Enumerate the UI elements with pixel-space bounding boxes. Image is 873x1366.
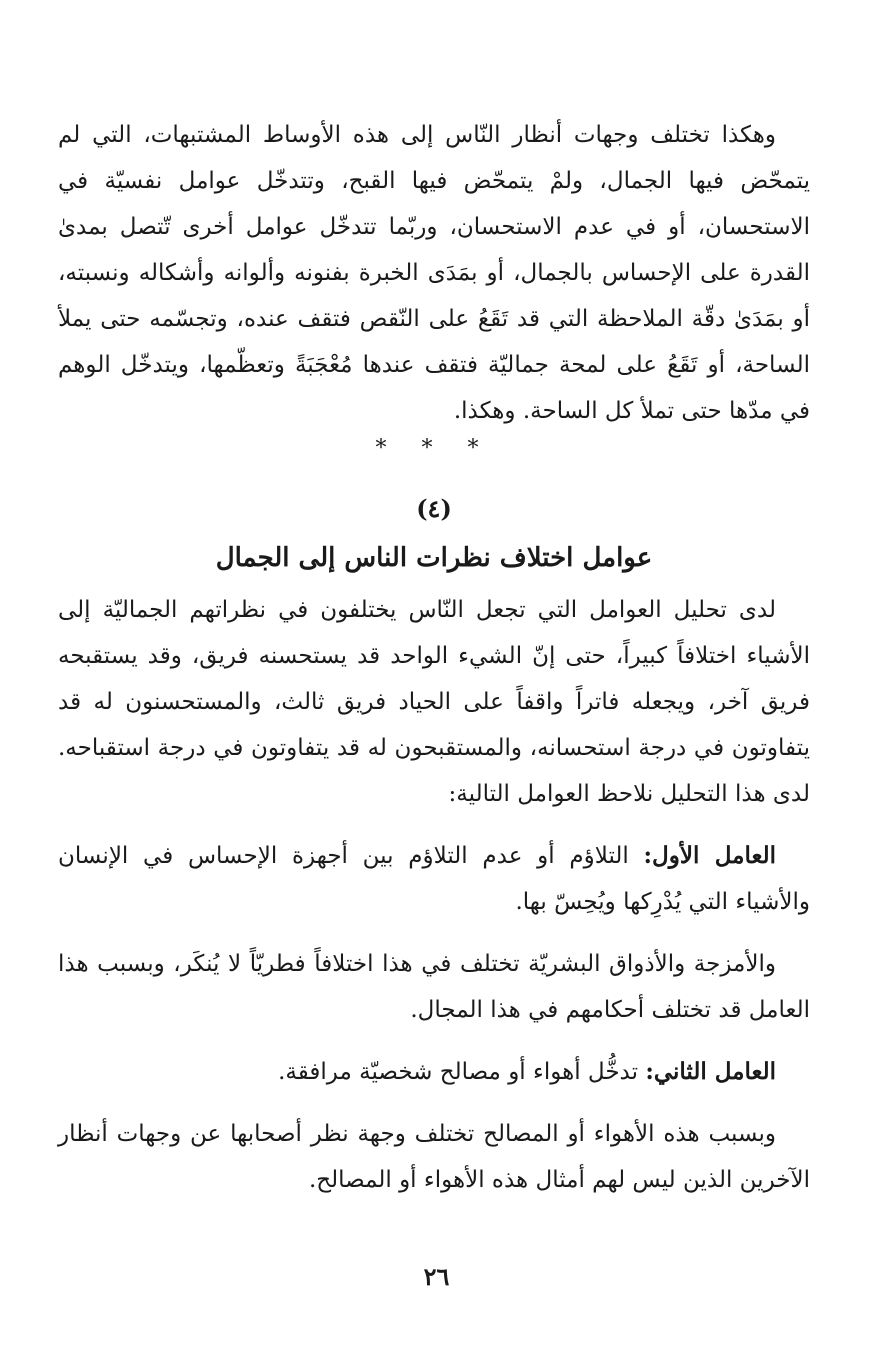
spacer (58, 817, 810, 833)
paragraph-factor-2 (58, 1049, 810, 1095)
paragraph-factor-1-explanation: والأمزجة والأذواق البشريّة تختلف في هذا اختلافاً فطريّاً لا يُنكَر، وبسبب هذا العامل قد تختلف أحكامهم في هذا المجال. (58, 951, 810, 1023)
spacer (58, 1095, 810, 1111)
paragraph-factor-1 (58, 833, 810, 925)
page-number: ٢٦ (423, 1262, 450, 1291)
section-title: عوامل اختلاف نظرات الناس إلى الجمال (215, 543, 653, 573)
paragraph-opening: وهكذا تختلف وجهات أنظار النّاس إلى هذه الأوساط المشتبهات، التي لم يتمحّض فيها الجمال، ولمْ يتمحّض فيها القبح، وتتدخّل عوامل نفسيّة في الاستحسان، أو في عدم الاستحسان، وربّما تتدخّل عوامل أخرى تّتصل بمدىٰ القدرة على الإحساس بالجمال، أو بمَدَى الخبرة بفنونه وألوانه وأشكاله ونسبته، أو بمَدَىٰ دقّة الملاحظة التي قد تَقَعُ على النّقص فتقف عنده، وتجسّمه حتى يملأ الساحة، أو تَقَعُ على لمحة جماليّة فتقف عندها مُعْجَبَةً وتعظّمها، ويتدخّل الوهم في مدّها حتى تملأ كل الساحة. وهكذا. (58, 122, 810, 424)
paragraph-intro: لدى تحليل العوامل التي تجعل النّاس يختلفون في نظراتهم الجماليّة إلى الأشياء اختلافاً كبيراً، حتى إنّ الشيء الواحد قد يستحسنه فريق، وقد يستقبحه فريق آخر، ويجعله فاتراً واقفاً على الحياد فريق ثالث، والمستحسنون له قد يتفاوتون في درجة استحسانه، والمستقبحون له قد يتفاوتون في درجة استقباحه. لدى هذا التحليل نلاحظ العوامل التالية: (58, 597, 810, 807)
section-separator: * * * (375, 436, 493, 461)
factor-1-label: العامل الأول: (643, 842, 776, 869)
spacer (58, 1033, 810, 1049)
factor-2-text: تدخُّل أهواء أو مصالح شخصيّة مرافقة. (278, 1059, 646, 1085)
paragraph-factor-2-explanation: وبسبب هذه الأهواء أو المصالح تختلف وجهة نظر أصحابها عن وجهات أنظار الآخرين الذين ليس لهم أمثال هذه الأهواء أو المصالح. (58, 1121, 810, 1193)
factor-1-text: التلاؤم أو عدم التلاؤم بين أجهزة الإحساس في الإنسان والأشياء التي يُدْرِكها ويُحِسّ بها. (58, 843, 810, 915)
spacer (58, 925, 810, 941)
factor-2-label: العامل الثاني: (645, 1058, 776, 1085)
page-body (58, 112, 810, 1342)
section-number: (٤) (416, 494, 452, 523)
